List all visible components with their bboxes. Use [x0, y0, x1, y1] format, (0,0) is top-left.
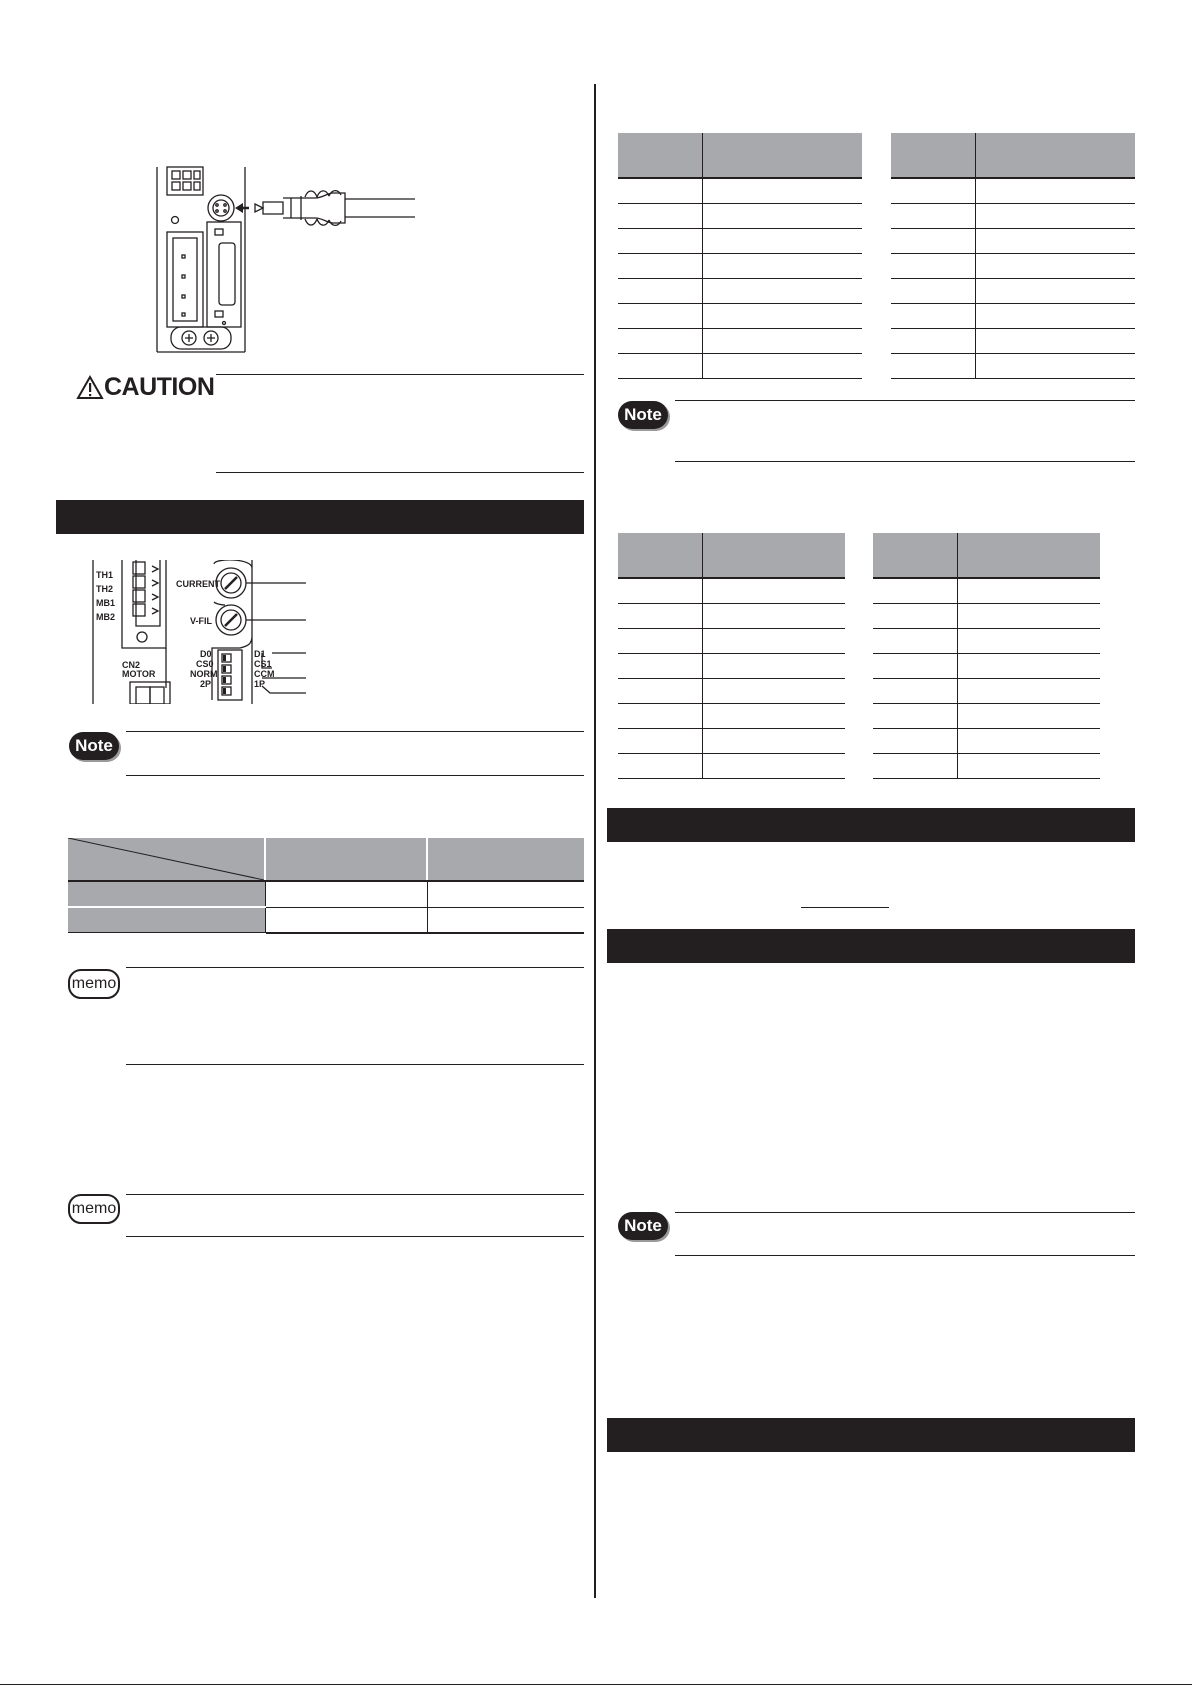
label-vfil: V-FIL: [190, 616, 212, 626]
setting-table-b: [891, 133, 1135, 379]
setting-table: [68, 838, 584, 934]
section-heading-bar: [56, 500, 584, 534]
setting-table-row-header-2: [68, 907, 265, 933]
label-current: CURRENT: [176, 579, 220, 589]
memo-rule-bottom: [126, 1236, 584, 1237]
label-ccm: CCM: [254, 669, 275, 679]
label-th1: TH1: [96, 570, 114, 580]
caution-rule-bottom: [216, 472, 584, 473]
memo-rule-top: [126, 967, 584, 968]
note-badge-icon: Note: [69, 732, 119, 760]
note-rule-bottom: [126, 775, 584, 776]
label-motor: MOTOR: [122, 669, 156, 679]
memo-badge-icon: memo: [68, 1194, 120, 1224]
caution-title: CAUTION: [104, 373, 215, 401]
caution-rule-top: [216, 374, 584, 375]
label-1p: 1P: [254, 679, 266, 689]
section-heading-bar: [607, 929, 1135, 963]
setting-table-a: [618, 133, 862, 379]
note-rule-bottom: [675, 461, 1135, 462]
setting-table-corner: [68, 838, 265, 881]
note-rule-bottom: [675, 1255, 1135, 1256]
switch-panel-illustration: [92, 560, 312, 704]
note-rule-top: [675, 400, 1135, 401]
connector-illustration: [145, 165, 425, 355]
memo-badge-icon: memo: [68, 969, 120, 999]
label-d1: D1: [254, 649, 266, 659]
label-d0: D0: [200, 649, 212, 659]
label-norm: NORM: [190, 669, 218, 679]
underline-short: [801, 907, 889, 908]
setting-table-c: [618, 533, 845, 779]
label-2p: 2P: [200, 679, 212, 689]
note-rule-top: [675, 1212, 1135, 1213]
setting-table-d: [873, 533, 1100, 779]
section-heading-bar: [607, 808, 1135, 842]
label-mb1: MB1: [96, 598, 116, 608]
note-rule-top: [126, 731, 584, 732]
setting-table-bottom-rule: [68, 932, 584, 933]
setting-table-header-1: [265, 838, 427, 881]
memo-rule-bottom: [126, 1064, 584, 1065]
note-badge-icon: Note: [618, 401, 668, 429]
label-th2: TH2: [96, 584, 114, 594]
setting-table-header-2: [427, 838, 584, 881]
section-heading-bar: [607, 1418, 1135, 1452]
caution-heading: [76, 373, 214, 401]
column-divider: [594, 84, 596, 1598]
label-cs0: CS0: [196, 659, 214, 669]
label-cn2: CN2: [122, 660, 141, 670]
memo-rule-top: [126, 1194, 584, 1195]
setting-table-row-header-1: [68, 881, 265, 907]
label-mb2: MB2: [96, 612, 116, 622]
note-badge-icon: Note: [618, 1212, 668, 1240]
label-cs1: CS1: [254, 659, 272, 669]
caution-triangle-icon: [76, 375, 104, 400]
